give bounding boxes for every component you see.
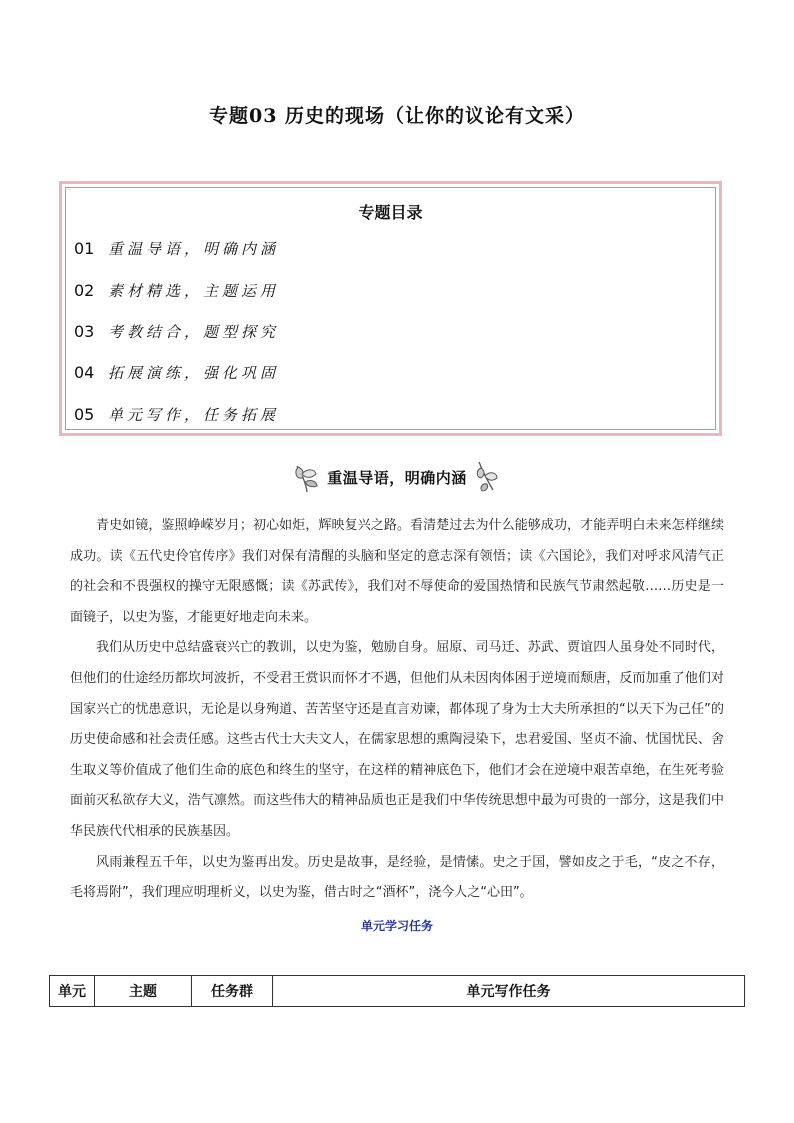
column-header: 主题 xyxy=(95,976,192,1007)
toc-number: 02 xyxy=(74,281,95,300)
toc-item[interactable] xyxy=(74,362,279,383)
table-of-contents xyxy=(59,181,722,436)
toc-item[interactable] xyxy=(74,404,279,425)
toc-number: 05 xyxy=(74,405,95,424)
column-header: 单元 xyxy=(50,976,95,1007)
toc-number: 04 xyxy=(74,363,95,382)
toc-label: 考教结合，题型探究 xyxy=(108,323,280,341)
page-title: 专题03 历史的现场（让你的议论有文采） xyxy=(208,105,586,127)
toc-label: 拓展演练，强化巩固 xyxy=(108,364,280,382)
toc-heading: 专题目录 xyxy=(358,203,423,222)
toc-number: 03 xyxy=(74,322,95,341)
task-heading: 单元学习任务 xyxy=(360,919,433,933)
task-table xyxy=(49,975,745,1007)
toc-item[interactable] xyxy=(74,280,279,301)
toc-item[interactable] xyxy=(74,321,279,342)
paragraph: 我们从历史中总结盛衰兴亡的教训，以史为鉴，勉励自身。屈原、司马迁、苏武、贾谊四人虽身处不同时代，但他们的仕途经历都坎坷波折，不受君王赏识而怀才不遇，但他们从未因肉体困于逆境而颓唐，反而加重了他们对国家兴亡的忧患意识，无论是以身殉道、苦苦坚守还是直言劝谏，都体现了身为士大夫所承担的“以天下为己任”的历史使命感和社会责任感。这些古代士大夫文人，在儒家思想的熏陶浸染下，忠君爱国、坚贞不渝、忧国忧民、舍生取义等价值成了他们生命的底色和终生的坚守，在这样的精神底色下，他们才会在逆境中艰苦卓绝，在生死考验面前灭私欲存大义，浩气凛然。而这些伟大的精神品质也正是我们中华传统思想中最为可贵的一部分，这是我们中华民族代代相承的民族基因。 xyxy=(70,640,724,839)
column-header: 任务群 xyxy=(192,976,273,1007)
leaf-icon xyxy=(473,460,501,494)
toc-number: 01 xyxy=(74,239,95,258)
toc-label: 素材精选，主题运用 xyxy=(108,282,280,300)
toc-label: 单元写作，任务拓展 xyxy=(108,406,280,424)
toc-label: 重温导语，明确内涵 xyxy=(108,240,280,258)
paragraph: 风雨兼程五千年，以史为鉴再出发。历史是故事，是经验，是情愫。史之于国，譬如皮之于毛，“皮之不存，毛将焉附”，我们理应明理析义，以史为鉴，借古时之“酒杯”，浇今人之“心田”。 xyxy=(70,854,724,901)
section-banner xyxy=(0,452,794,502)
paragraph: 青史如镜，鉴照峥嵘岁月；初心如炬，辉映复兴之路。看清楚过去为什么能够成功，才能弄明白未来怎样继续成功。读《五代史伶官传序》我们对保有清醒的头脑和坚定的意志深有领悟；读《六国论》，我们对呼求风清气正的社会和不畏强权的操守无限感慨；读《苏武传》，我们对不辱使命的爱国热情和民族气节肃然起敬……历史是一面镜子，以史为鉴，才能更好地走向未来。 xyxy=(70,518,724,625)
column-header: 单元写作任务 xyxy=(273,976,745,1007)
toc-item[interactable] xyxy=(74,238,279,259)
section-heading: 重温导语，明确内涵 xyxy=(327,468,467,487)
table-header-row xyxy=(50,976,745,1007)
intro-text xyxy=(70,511,724,909)
leaf-icon xyxy=(293,460,321,494)
